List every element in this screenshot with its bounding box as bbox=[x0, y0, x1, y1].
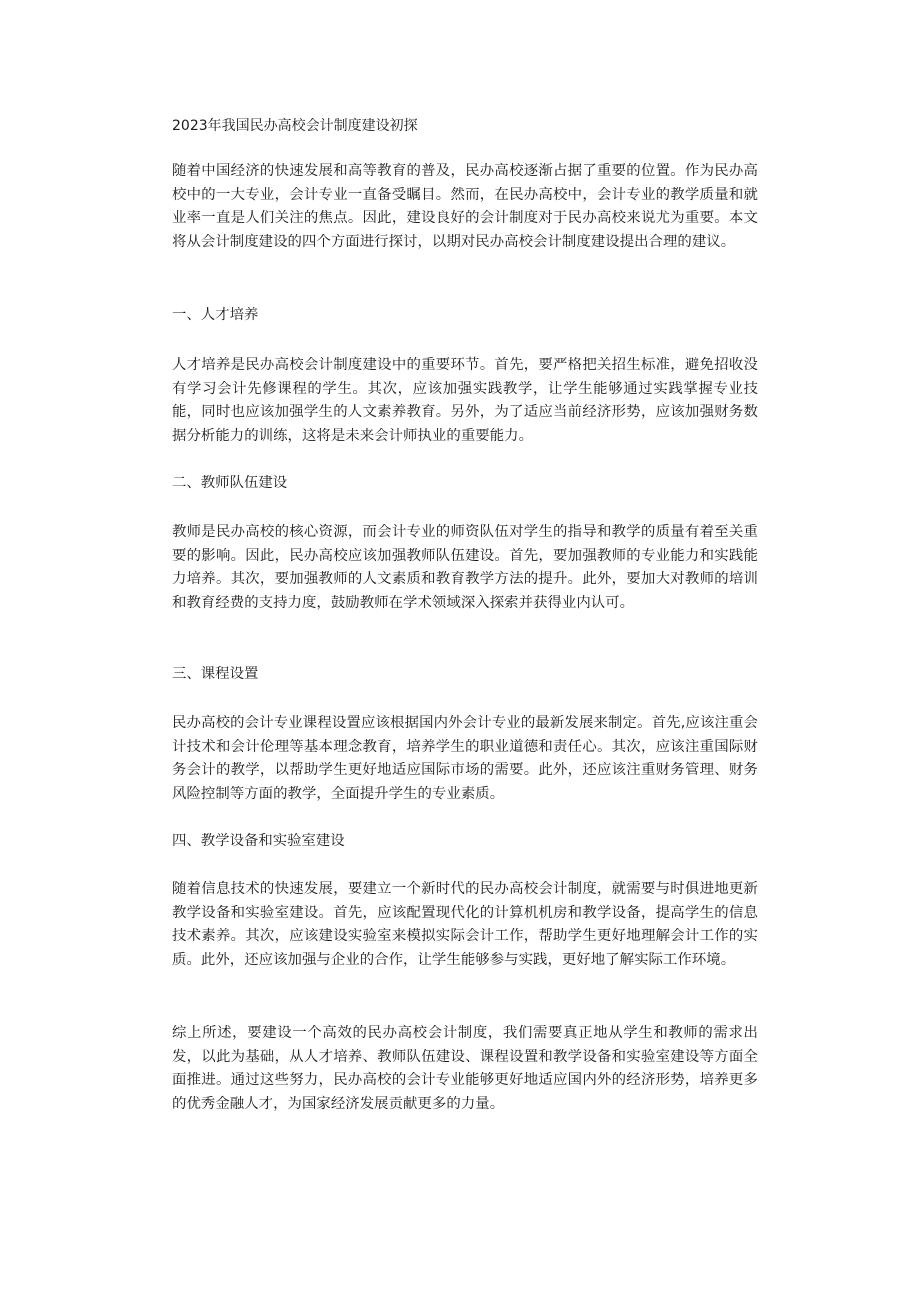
section-heading-talent: 一、人才培养 bbox=[172, 307, 259, 323]
section-body-faculty: 教师是民办高校的核心资源，而会计专业的师资队伍对学生的指导和教学的质量有着至关重要的影响。因此，民办高校应该加强教师队伍建设。首先，要加强教师的专业能力和实践能力培养。其次，要加强教师的人文素质和教育教学方法的提升。此外，要加大对教师的培训和教育经费的支持力度，鼓励教师在学术领域深入探索并获得业内认可。 bbox=[172, 524, 758, 611]
intro-paragraph: 随着中国经济的快速发展和高等教育的普及，民办高校逐渐占据了重要的位置。作为民办高校中的一大专业，会计专业一直备受瞩目。然而，在民办高校中，会计专业的教学质量和就业率一直是人们关注的焦点。因此，建设良好的会计制度对于民办高校来说尤为重要。本文将从会计制度建设的四个方面进行探讨，以期对民办高校会计制度建设提出合理的建议。 bbox=[172, 163, 758, 250]
section-heading-curriculum: 三、课程设置 bbox=[172, 666, 259, 682]
document-title: 2023年我国民办高校会计制度建设初探 bbox=[172, 118, 418, 134]
section-heading-equipment: 四、教学设备和实验室建设 bbox=[172, 833, 345, 849]
conclusion-paragraph: 综上所述，要建设一个高效的民办高校会计制度，我们需要真正地从学生和教师的需求出发，以此为基础，从人才培养、教师队伍建设、课程设置和教学设备和实验室建设等方面全面推进。通过这些努力，民办高校的会计专业能够更好地适应国内外的经济形势，培养更多的优秀金融人才，为国家经济发展贡献更多的力量。 bbox=[172, 1025, 758, 1112]
section-body-talent: 人才培养是民办高校会计制度建设中的重要环节。首先，要严格把关招生标准，避免招收没有学习会计先修课程的学生。其次，应该加强实践教学，让学生能够通过实践掌握专业技能，同时也应该加强学生的人文素养教育。另外，为了适应当前经济形势，应该加强财务数据分析能力的训练，这将是未来会计师执业的重要能力。 bbox=[172, 357, 758, 444]
section-body-curriculum: 民办高校的会计专业课程设置应该根据国内外会计专业的最新发展来制定。首先,应该注重会计技术和会计伦理等基本理念教育，培养学生的职业道德和责任心。其次，应该注重国际财务会计的教学，以帮助学生更好地适应国际市场的需要。此外，还应该注重财务管理、财务风险控制等方面的教学，全面提升学生的专业素质。 bbox=[172, 715, 758, 802]
section-body-equipment: 随着信息技术的快速发展，要建立一个新时代的民办高校会计制度，就需要与时俱进地更新教学设备和实验室建设。首先，应该配置现代化的计算机机房和教学设备，提高学生的信息技术素养。其次，应该建设实验室来模拟实际会计工作，帮助学生更好地理解会计工作的实质。此外，还应该加强与企业的合作，让学生能够参与实践，更好地了解实际工作环境。 bbox=[172, 881, 758, 968]
section-heading-faculty: 二、教师队伍建设 bbox=[172, 475, 288, 491]
